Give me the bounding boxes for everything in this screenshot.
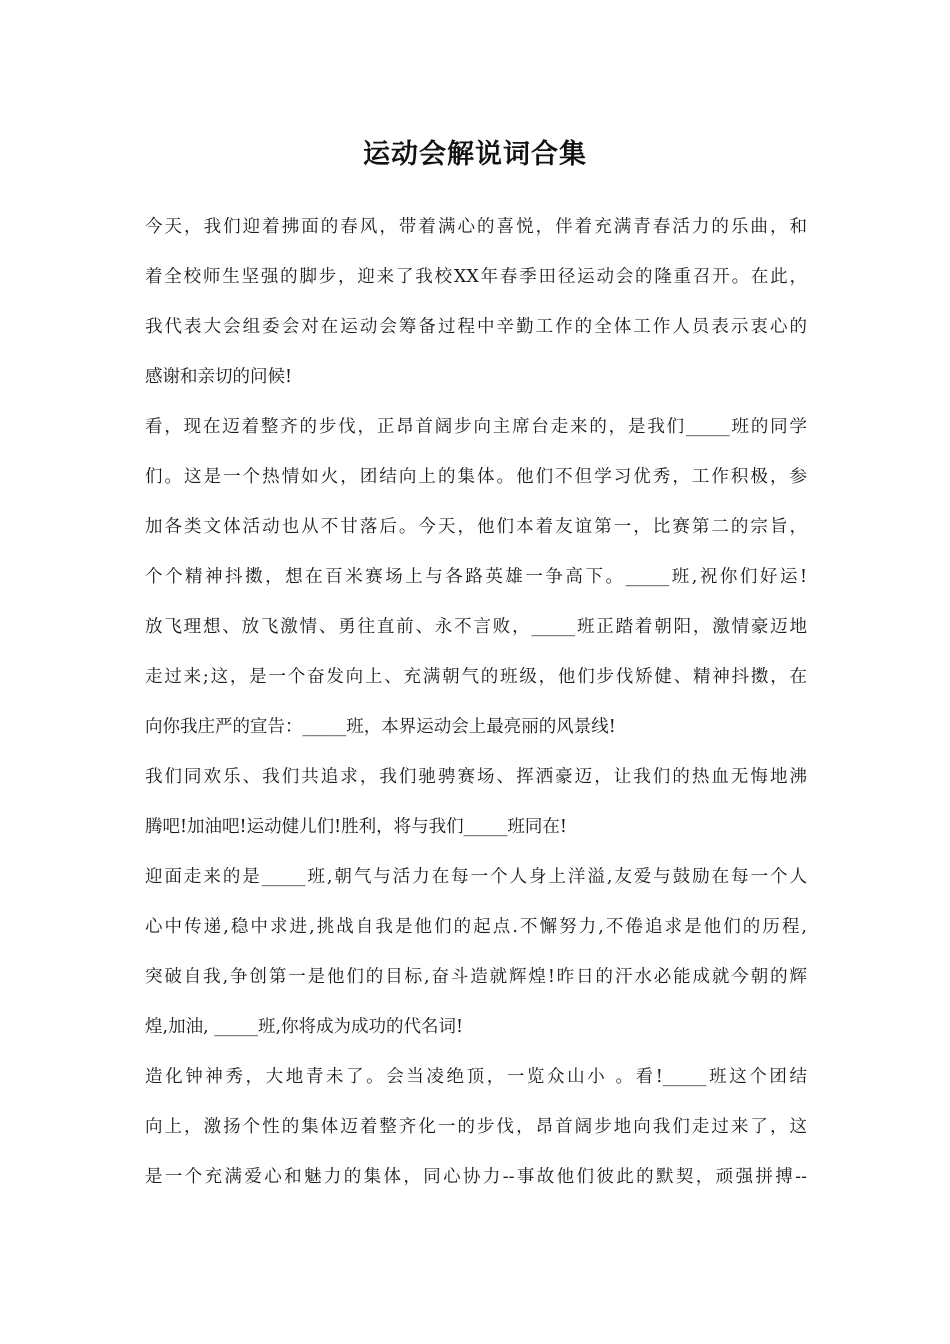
text-line: 感谢和亲切的问候! (145, 367, 293, 387)
text-line: 放飞理想、放飞激情、勇往直前、永不言败，_____班正踏着朝阳，激情豪迈地 (145, 617, 807, 637)
text-line: 们。这是一个热情如火，团结向上的集体。他们不但学习优秀，工作积极，参 (145, 467, 807, 487)
text-line: 加各类文体活动也从不甘落后。今天，他们本着友谊第一，比赛第二的宗旨， (145, 517, 807, 537)
text-line: 造化钟神秀，大地青未了。会当凌绝顶，一览众山小 。看!_____班这个团结 (145, 1067, 807, 1087)
text-line: 向上，激扬个性的集体迈着整齐化一的步伐，昂首阔步地向我们走过来了，这 (145, 1117, 807, 1137)
document-title: 运动会解说词合集 (363, 139, 587, 170)
text-line: 我代表大会组委会对在运动会筹备过程中辛勤工作的全体工作人员表示衷心的 (145, 317, 807, 337)
text-line: 我们同欢乐、我们共追求，我们驰骋赛场、挥洒豪迈，让我们的热血无悔地沸 (145, 767, 807, 787)
text-line: 走过来;这，是一个奋发向上、充满朝气的班级，他们步伐矫健、精神抖擞，在 (145, 667, 807, 687)
text-line: 看，现在迈着整齐的步伐，正昂首阔步向主席台走来的，是我们_____班的同学 (145, 417, 807, 437)
text-line: 今天，我们迎着拂面的春风，带着满心的喜悦，伴着充满青春活力的乐曲，和 (145, 217, 807, 237)
document-body (145, 202, 807, 1202)
text-line: 向你我庄严的宣告：_____班，本界运动会上最亮丽的风景线! (145, 717, 616, 737)
text-line: 心中传递,稳中求进,挑战自我是他们的起点.不懈努力,不倦追求是他们的历程, (145, 917, 807, 937)
text-line: 迎面走来的是_____班,朝气与活力在每一个人身上洋溢,友爱与鼓励在每一个人 (145, 867, 807, 887)
text-line: 腾吧!加油吧!运动健儿们!胜利，将与我们_____班同在! (145, 817, 567, 837)
text-line: 突破自我,争创第一是他们的目标,奋斗造就辉煌!昨日的汗水必能成就今朝的辉 (145, 967, 807, 987)
text-line: 是一个充满爱心和魅力的集体，同心协力--事故他们彼此的默契，顽强拼搏-- (145, 1167, 807, 1187)
text-line: 煌,加油, _____班,你将成为成功的代名词! (145, 1017, 464, 1037)
text-line: 个个精神抖擞，想在百米赛场上与各路英雄一争高下。_____班,祝你们好运! (145, 567, 807, 587)
text-line: 着全校师生坚强的脚步，迎来了我校XX年春季田径运动会的隆重召开。在此， (145, 267, 807, 287)
